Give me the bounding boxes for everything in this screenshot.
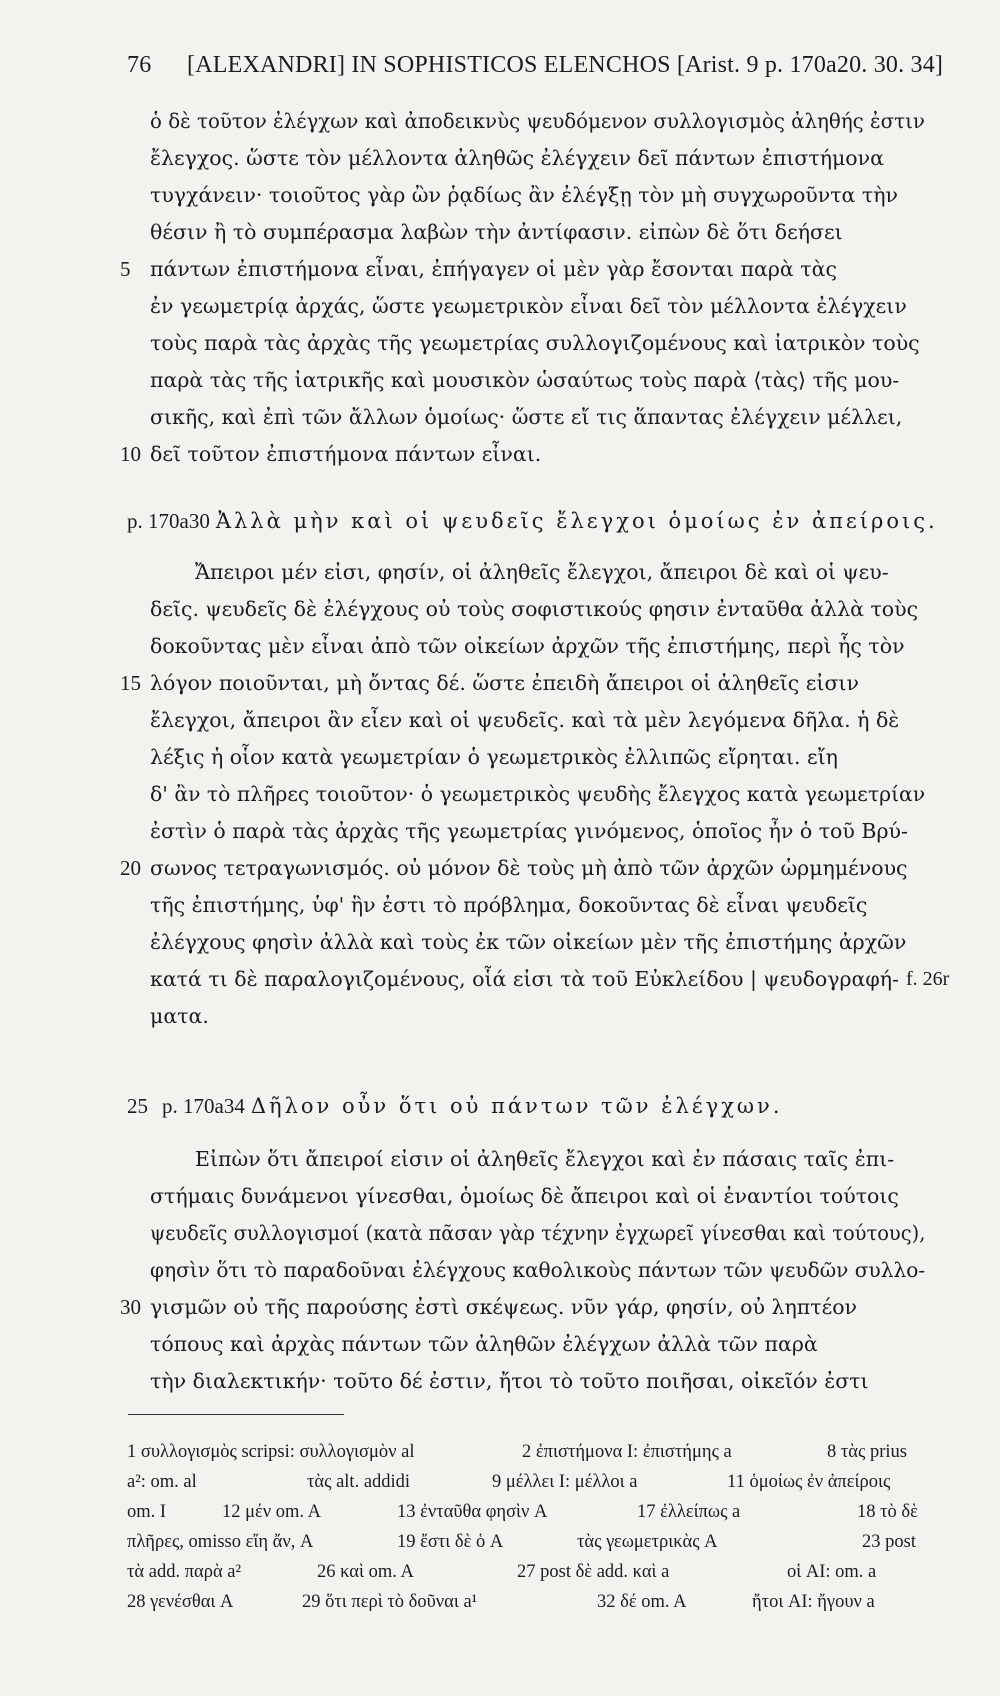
- text-line: ἔλεγχοι, ἄπειροι ἂν εἶεν καὶ οἱ ψευδεῖς. καὶ τὰ μὲν λεγόμενα δῆλα. ἡ δὲ: [150, 708, 900, 732]
- text-line: παρὰ τὰς τῆς ἰατρικῆς καὶ μουσικὸν ὡσαύτως τοὺς παρὰ ⟨τὰς⟩ τῆς μου-: [150, 368, 900, 392]
- text-line: 10 δεῖ τοῦτον ἐπιστήμονα πάντων εἶναι.: [150, 438, 930, 470]
- text-line: 15 λόγον ποιοῦνται, μὴ ὄντας δέ. ὥστε ἐπειδὴ ἄπειροι οἱ ἀληθεῖς εἰσιν: [150, 667, 930, 699]
- text-line: 5 πάντων ἐπιστήμονα εἶναι, ἐπήγαγεν οἱ μὲν γὰρ ἔσονται παρὰ τὰς: [150, 253, 930, 285]
- lemma-heading: [127, 1090, 907, 1122]
- page-number: 76: [127, 52, 152, 78]
- line-number: 30: [120, 1295, 141, 1319]
- text-line: δοκοῦντας μὲν εἶναι ἀπὸ τῶν οἰκείων ἀρχῶν τῆς ἐπιστήμης, περὶ ἧς τὸν: [150, 634, 905, 658]
- text-line: θέσιν ἢ τὸ συμπέρασμα λαβὼν τὴν ἀντίφασιν. εἰπὼν δὲ ὅτι δεήσει: [150, 220, 843, 244]
- lemma-text: Ἀλλὰ μὴν καὶ οἱ ψευδεῖς ἔλεγχοι ὁμοίως ἐν ἀπείροις.: [215, 509, 938, 533]
- text-line: στήμαις δυνάμενοι γίνεσθαι, ὁμοίως δὲ ἄπειροι καὶ οἱ ἐναντίοι τούτοις: [150, 1184, 899, 1208]
- apparatus-line: om. I 12 μέν om. A 13 ἐνταῦθα φησὶν A 17 ἐλλείπως a 18 τὸ δὲ: [127, 1502, 918, 1522]
- text-line: τοὺς παρὰ τὰς ἀρχὰς τῆς γεωμετρίας συλλογιζομένους καὶ ἰατρικὸν τοὺς: [150, 331, 920, 355]
- text-line: [150, 1037, 930, 1069]
- text-line: λέξις ἡ οἷον κατὰ γεωμετρίαν ὁ γεωμετρικὸς ἐλλιπῶς εἴρηται. εἴη: [150, 745, 838, 769]
- text-line: τόπους καὶ ἀρχὰς πάντων τῶν ἀληθῶν ἐλέγχων ἀλλὰ τῶν παρὰ: [150, 1332, 818, 1356]
- text-line: Ἄπειροι μέν εἰσι, φησίν, οἱ ἀληθεῖς ἔλεγχοι, ἄπειροι δὲ καὶ οἱ ψευ-: [195, 560, 889, 584]
- text-line: 30 γισμῶν οὐ τῆς παρούσης ἐστὶ σκέψεως. νῦν γάρ, φησίν, οὐ ληπτέον: [150, 1291, 930, 1323]
- apparatus-line: πλῆρες, omisso εἴη ἄν, A 19 ἔστι δὲ ὁ A τὰς γεωμετρικὰς A 23 post: [127, 1532, 916, 1552]
- apparatus-line: 28 γενέσθαι A 29 ὅτι περὶ τὸ δοῦναι a¹ 32 δέ om. A ἤτοι AI: ἤγουν a: [127, 1592, 875, 1612]
- running-header: [127, 52, 944, 79]
- text-line: ὁ δὲ τοῦτον ἐλέγχων καὶ ἀποδεικνὺς ψευδόμενον συλλογισμὸς ἀληθής ἐστιν: [150, 109, 925, 133]
- text-line: ψευδεῖς συλλογισμοί (κατὰ πᾶσαν γὰρ τέχνην ἐγχωρεῖ γίνεσθαι καὶ τούτους),: [150, 1221, 926, 1245]
- text-line: Εἰπὼν ὅτι ἄπειροί εἰσιν οἱ ἀληθεῖς ἔλεγχοι καὶ ἐν πάσαις ταῖς ἐπι-: [195, 1147, 895, 1171]
- text-line: φησὶν ὅτι τὸ παραδοῦναι ἐλέγχους καθολικοὺς πάντων τῶν ψευδῶν συλλο-: [150, 1258, 926, 1282]
- line-number: 20: [120, 856, 141, 880]
- running-title: [ALEXANDRI] IN SOPHISTICOS ELENCHOS [Arist. 9 p. 170a20. 30. 34]: [187, 52, 944, 78]
- line-number: 10: [120, 442, 141, 466]
- text-line: ἐν γεωμετρίᾳ ἀρχάς, ὥστε γεωμετρικὸν εἶναι δεῖ τὸν μέλλοντα ἐλέγχειν: [150, 294, 907, 318]
- text-line: τὴν διαλεκτικήν· τοῦτο δέ ἐστιν, ἤτοι τὸ τοῦτο ποιῆσαι, οἰκεῖόν ἐστι: [150, 1369, 869, 1393]
- lemma-reference: p. 170a30: [127, 509, 210, 533]
- text-line: δεῖς. ψευδεῖς δὲ ἐλέγχους οὐ τοὺς σοφιστικούς φησιν ἐνταῦθα ἀλλὰ τοὺς: [150, 597, 919, 621]
- line-number: 5: [120, 257, 131, 281]
- text-line: δ' ἂν τὸ πλῆρες τοιοῦτον· ὁ γεωμετρικὸς ψευδὴς ἔλεγχος κατὰ γεωμετρίαν: [150, 782, 926, 806]
- text-line: ἔλεγχος. ὥστε τὸν μέλλοντα ἀληθῶς ἐλέγχειν δεῖ πάντων ἐπιστήμονα: [150, 146, 884, 170]
- text-line: κατά τι δὲ παραλογιζομένους, οἷά εἰσι τὰ τοῦ Εὐκλείδου | ψευδογραφή-: [150, 967, 899, 991]
- text-line: τυγχάνειν· τοιοῦτος γὰρ ὢν ῥᾳδίως ἂν ἐλέγξῃ τὸν μὴ συγχωροῦντα τὴν: [150, 183, 898, 207]
- line-number: 25: [127, 1094, 148, 1118]
- apparatus-line: τὰ add. παρὰ a² 26 καὶ om. A 27 post δὲ add. καὶ a οἱ AI: om. a: [127, 1562, 877, 1582]
- apparatus-rule: [128, 1414, 344, 1415]
- apparatus-line: a²: om. al τὰς alt. addidi 9 μέλλει I: μέλλοι a 11 ὁμοίως ἐν ἀπείροις: [127, 1472, 891, 1492]
- lemma-heading: [127, 505, 938, 537]
- text-line: ματα.: [150, 1004, 209, 1028]
- lemma-reference: p. 170a34: [162, 1094, 245, 1118]
- text-line: 20 σωνος τετραγωνισμός. οὐ μόνον δὲ τοὺς μὴ ἀπὸ τῶν ἀρχῶν ὡρμημένους: [150, 852, 930, 884]
- text-line: σικῆς, καὶ ἐπὶ τῶν ἄλλων ὁμοίως· ὥστε εἴ τις ἅπαντας ἐλέγχειν μέλλει,: [150, 405, 903, 429]
- folio-marker: f. 26r: [906, 968, 950, 990]
- text-line: τῆς ἐπιστήμης, ὑφ' ἣν ἐστι τὸ πρόβλημα, δοκοῦντας δὲ εἶναι ψευδεῖς: [150, 893, 868, 917]
- lemma-text: Δῆλον οὖν ὅτι οὐ πάντων τῶν ἐλέγχων.: [250, 1094, 783, 1118]
- text-line: ἐλέγχους φησὶν ἀλλὰ καὶ τοὺς ἐκ τῶν οἰκείων μὲν τῆς ἐπιστήμης ἀρχῶν: [150, 930, 907, 954]
- apparatus-line: 1 συλλογισμὸς scripsi: συλλογισμὸν al 2 ἐπιστήμονα I: ἐπιστήμης a 8 τὰς prius: [127, 1442, 907, 1462]
- text-line: ἐστὶν ὁ παρὰ τὰς ἀρχὰς τῆς γεωμετρίας γινόμενος, ὁποῖος ἦν ὁ τοῦ Βρύ-: [150, 819, 908, 843]
- line-number: 15: [120, 671, 141, 695]
